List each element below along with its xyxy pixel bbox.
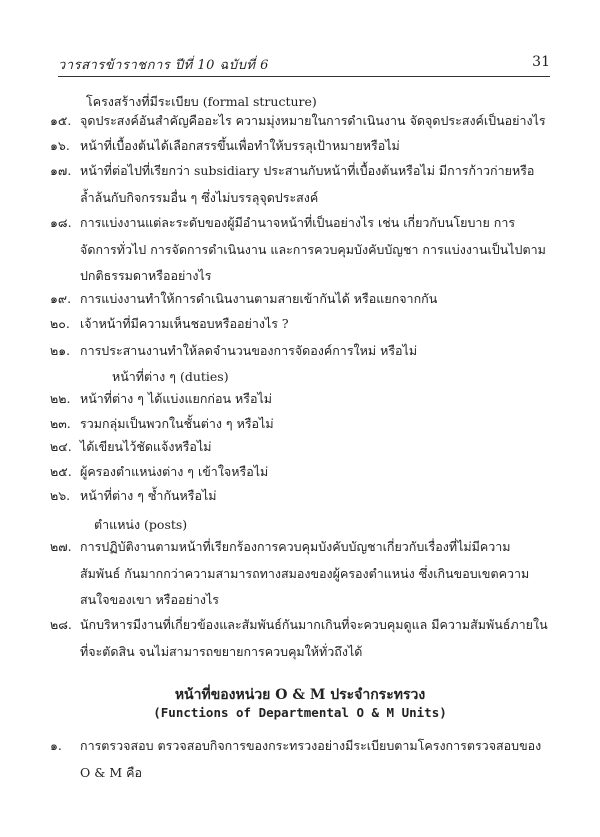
- item-number: ๑๗.: [50, 163, 72, 178]
- list-item: [50, 434, 550, 461]
- item-text: การประสานงานทำให้ลดจำนวนของการจัดองค์การใหม่ หรือไม่: [80, 343, 418, 358]
- list-item: [50, 386, 550, 413]
- item-number: ๒๐.: [50, 316, 70, 331]
- item-text: ผู้ครองตำแหน่งต่าง ๆ เข้าใจหรือไม่: [80, 464, 269, 479]
- item-number: ๒๑.: [50, 343, 71, 358]
- item-text: หน้าที่ต่าง ๆ ได้แบ่งแยกก่อน หรือไม่: [80, 391, 272, 406]
- item-number: ๒๗.: [50, 539, 72, 554]
- section-title-english: (Functions of Departmental O & M Units): [153, 705, 447, 720]
- subheading-posts: ตำแหน่ง (posts): [94, 517, 188, 532]
- list-item: [50, 210, 550, 290]
- running-header: [58, 54, 550, 76]
- item-text: หน้าที่ต่อไปที่เรียกว่า subsidiary ประสานกับหน้าที่เบื้องต้นหรือไม่ มีการก้าวก่ายหรือ ล้ำล้นกับกิจกรรมอื่น ๆ ซึ่งไม่บรรลุจุดประสงค์: [80, 163, 535, 205]
- list-item: [50, 311, 550, 338]
- subheading-duties: หน้าที่ต่าง ๆ (duties): [112, 369, 229, 384]
- list-item: [50, 133, 550, 160]
- item-text: การแบ่งงานแต่ละระดับของผู้มีอำนาจหน้าที่เป็นอย่างไร เช่น เกี่ยวกับนโยบาย การ จัดการทั่วไป การจัดการดำเนินงาน และการควบคุมบังคับบัญชา การแบ่งงานเป็นไปตาม ปกติธรรมดาหรืออย่างไร: [80, 215, 546, 283]
- header-rule: [58, 76, 550, 77]
- item-number: ๒๕.: [50, 464, 72, 479]
- item-text: หน้าที่เบื้องต้นได้เลือกสรรขึ้นเพื่อทำให้บรรลุเป้าหมายหรือไม่: [80, 138, 400, 153]
- list-item: [50, 158, 550, 211]
- item-number: ๒๔.: [50, 439, 72, 454]
- item-number: ๑๖.: [50, 138, 70, 153]
- item-number: ๑๘.: [50, 215, 72, 230]
- item-number: ๑.: [50, 738, 62, 753]
- list-item: [50, 534, 550, 614]
- item-text: การปฏิบัติงานตามหน้าที่เรียกร้องการควบคุมบังคับบัญชาเกี่ยวกับเรื่องที่ไม่มีความสัมพันธ์ กันมากกว่าความสามารถทางสมองของผู้ครองตำแหน่ง ซึ่งเกินขอบเขตความสนใจของเขา หรืออย่างไร: [80, 539, 530, 607]
- item-text: การตรวจสอบ ตรวจสอบกิจการของกระทรวงอย่างมีระเบียบตามโครงการตรวจสอบของ O & M คือ: [80, 738, 542, 780]
- list-item: [50, 108, 550, 135]
- item-text: ได้เขียนไว้ชัดแจ้งหรือไม่: [80, 439, 212, 454]
- item-text: การแบ่งงานทำให้การดำเนินงานตามสายเข้ากันได้ หรือแยกจากกัน: [80, 291, 438, 306]
- list-item: [50, 338, 550, 365]
- item-number: ๑๕.: [50, 113, 72, 128]
- list-item: [50, 483, 550, 510]
- item-number: ๒๘.: [50, 617, 72, 632]
- item-text: หน้าที่ต่าง ๆ ซ้ำกันหรือไม่: [80, 488, 217, 503]
- item-number: ๒๖.: [50, 488, 71, 503]
- page-number: 31: [532, 54, 550, 70]
- item-text: จุดประสงค์อันสำคัญคืออะไร ความมุ่งหมายในการดำเนินงาน จัดจุดประสงค์เป็นอย่างไร: [80, 113, 546, 128]
- subheading-formal-structure: โครงสร้างที่มีระเบียบ (formal structure): [86, 94, 317, 109]
- list-item: [50, 733, 550, 786]
- list-item: [50, 612, 550, 665]
- item-text: รวมกลุ่มเป็นพวกในชั้นต่าง ๆ หรือไม่: [80, 416, 274, 431]
- journal-title: วารสารข้าราชการ ปีที่ 10 ฉบับที่ 6: [58, 58, 269, 73]
- item-text: นักบริหารมีงานที่เกี่ยวข้องและสัมพันธ์กันมากเกินที่จะควบคุมดูแล มีความสัมพันธ์ภายใน ที่จะตัดสิน จนไม่สามารถขยายการควบคุมให้ทั่วถึงได้: [80, 617, 548, 659]
- item-number: ๑๙.: [50, 291, 72, 306]
- section-title-thai: หน้าที่ของหน่วย O & M ประจำกระทรวง: [174, 687, 426, 703]
- list-item: [50, 459, 550, 486]
- list-item: [50, 286, 550, 313]
- item-number: ๒๓.: [50, 416, 71, 431]
- item-number: ๒๒.: [50, 391, 71, 406]
- item-text: เจ้าหน้าที่มีความเห็นชอบหรืออย่างไร ?: [80, 316, 289, 331]
